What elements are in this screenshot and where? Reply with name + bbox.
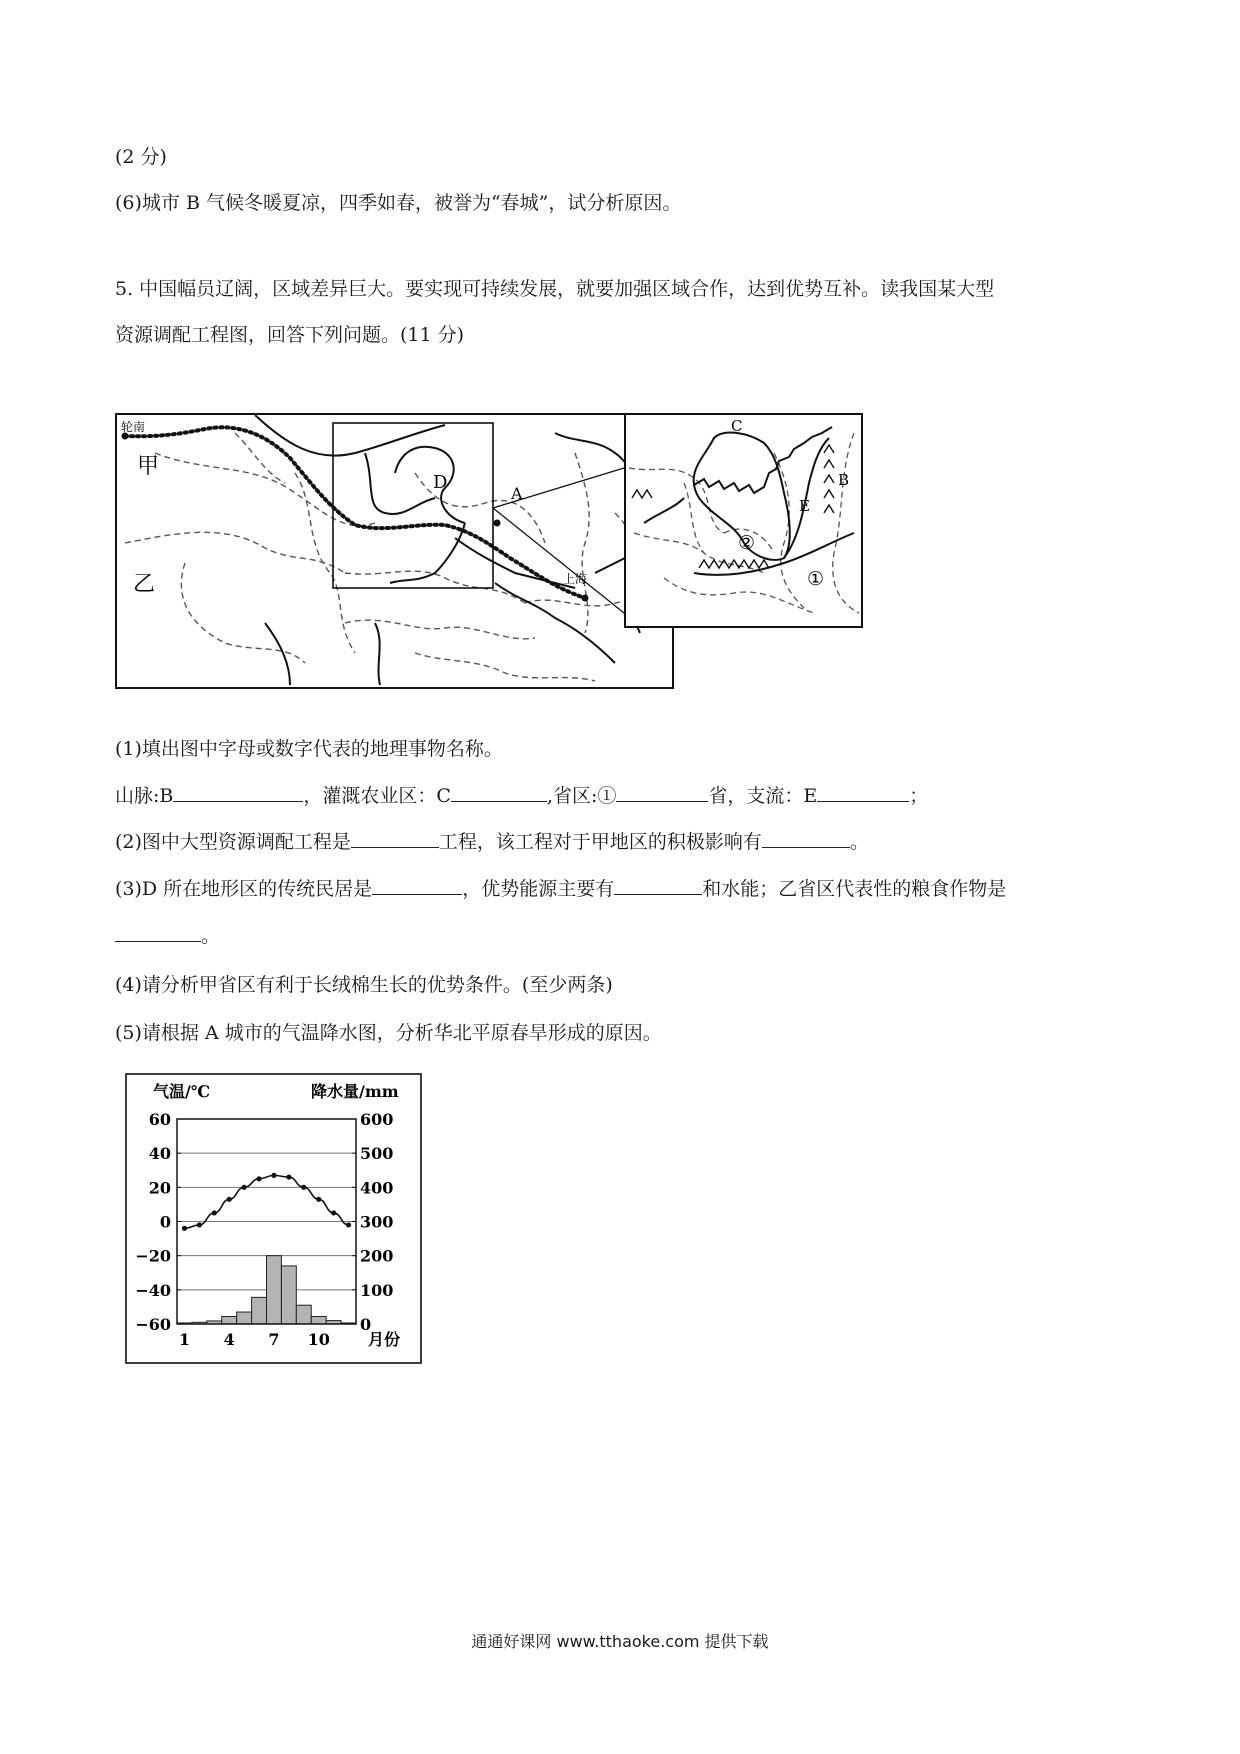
left-tick-label: 60 xyxy=(148,1110,171,1129)
label-lunnan: 轮南 xyxy=(121,420,146,434)
sub2-end: 。 xyxy=(849,831,869,853)
precipitation-bar xyxy=(281,1266,296,1324)
inset-label-B: B xyxy=(838,471,850,489)
sub3-part1: (3)D 所在地形区的传统民居是 xyxy=(115,878,373,900)
province-label: ,省区:① xyxy=(546,785,617,807)
question-5-sub1-fill xyxy=(115,781,928,808)
left-tick-label: −40 xyxy=(135,1280,171,1300)
inset-label-2: ② xyxy=(738,532,756,554)
temperature-point xyxy=(212,1210,217,1215)
temperature-point xyxy=(331,1210,336,1215)
temperature-point xyxy=(301,1185,306,1190)
sub2-part1: (2)图中大型资源调配工程是 xyxy=(115,831,351,853)
inset-label-1: ① xyxy=(807,568,825,590)
temperature-point xyxy=(227,1197,232,1202)
question-5-intro-line1: 5. 中国幅员辽阔，区域差异巨大。要实现可持续发展，就要加强区域合作，达到优势互补。读我国某大型 xyxy=(115,278,995,300)
city-A-marker xyxy=(494,520,501,527)
left-tick-label: −20 xyxy=(135,1246,171,1266)
inset-map-frame xyxy=(625,414,862,627)
inset-label-C: C xyxy=(731,417,743,435)
left-axis-label: 气温/℃ xyxy=(153,1082,211,1101)
right-tick-label: 0 xyxy=(360,1315,372,1334)
sub1-end: ； xyxy=(909,785,929,807)
question-5-sub4: (4)请分析甲省区有利于长绒棉生长的优势条件。(至少两条) xyxy=(115,974,613,996)
right-tick-label: 400 xyxy=(360,1178,394,1198)
temperature-point xyxy=(182,1226,187,1231)
inset-label-E: E xyxy=(799,497,810,515)
temperature-point xyxy=(346,1222,351,1227)
left-tick-label: 40 xyxy=(148,1144,171,1164)
temperature-point xyxy=(242,1185,247,1190)
precipitation-bar xyxy=(296,1305,311,1324)
temperature-point xyxy=(271,1173,276,1178)
label-A: A xyxy=(511,484,523,503)
temperature-point xyxy=(197,1222,202,1227)
x-axis-unit: 月份 xyxy=(368,1330,401,1349)
question-5-intro-line2: 资源调配工程图，回答下列问题。(11 分) xyxy=(115,324,465,346)
x-tick-label: 10 xyxy=(307,1330,330,1349)
resource-transfer-map xyxy=(115,413,975,695)
climate-chart-svg xyxy=(125,1073,423,1365)
inset-map xyxy=(625,414,862,627)
x-tick-label: 1 xyxy=(178,1330,191,1349)
previous-score: (2 分) xyxy=(115,146,167,168)
province-suffix: 省，支流：E xyxy=(708,785,818,807)
question-5-sub1: (1)填出图中字母或数字代表的地理事物名称。 xyxy=(115,738,503,760)
climate-chart xyxy=(125,1073,423,1369)
precipitation-bar xyxy=(222,1316,237,1324)
right-axis-label: 降水量/mm xyxy=(311,1082,399,1101)
precipitation-bar xyxy=(252,1297,267,1324)
right-tick-label: 600 xyxy=(360,1110,394,1129)
temperature-point xyxy=(256,1176,261,1181)
answer-blank-mountain-B[interactable] xyxy=(173,783,303,802)
answer-blank-impact[interactable] xyxy=(762,829,850,848)
question-5-sub3-continued xyxy=(115,921,220,948)
right-tick-label: 200 xyxy=(360,1246,394,1266)
right-tick-label: 500 xyxy=(360,1144,394,1164)
question-5-sub2 xyxy=(115,827,869,854)
label-D: D xyxy=(433,472,448,493)
temperature-point xyxy=(286,1174,291,1179)
sub3-end: 。 xyxy=(201,925,221,947)
main-map-frame xyxy=(116,414,673,688)
precipitation-bar xyxy=(311,1316,326,1324)
label-shanghai: 上海 xyxy=(563,572,588,586)
x-tick-label: 4 xyxy=(223,1330,235,1349)
right-tick-label: 100 xyxy=(360,1280,394,1300)
label-jia: 甲 xyxy=(137,454,160,479)
sub2-part2: 工程，该工程对于甲地区的积极影响有 xyxy=(438,831,762,853)
map-svg xyxy=(115,413,975,691)
answer-blank-irrigation-C[interactable] xyxy=(451,783,547,802)
footer-source: 通通好课网 www.tthaoke.com 提供下载 xyxy=(471,1632,769,1651)
left-tick-label: 0 xyxy=(159,1212,171,1232)
answer-blank-dwelling[interactable] xyxy=(372,876,462,895)
question-6: (6)城市 B 气候冬暖夏凉，四季如春，被誉为“春城”，试分析原因。 xyxy=(115,192,682,214)
answer-blank-province-1[interactable] xyxy=(616,783,708,802)
question-5-sub3 xyxy=(115,874,1006,901)
answer-blank-energy[interactable] xyxy=(614,876,702,895)
right-tick-label: 300 xyxy=(360,1212,394,1232)
x-tick-label: 7 xyxy=(268,1330,280,1349)
end-point xyxy=(582,595,589,602)
precipitation-bar xyxy=(237,1312,252,1324)
precipitation-bar xyxy=(267,1256,282,1324)
answer-blank-project[interactable] xyxy=(351,829,439,848)
left-tick-label: −60 xyxy=(135,1315,171,1334)
question-5-sub5: (5)请根据 A 城市的气温降水图，分析华北平原春旱形成的原因。 xyxy=(115,1022,662,1044)
temperature-point xyxy=(316,1197,321,1202)
irrigation-label: ，灌溉农业区：C xyxy=(303,785,451,807)
left-tick-label: 20 xyxy=(148,1178,171,1198)
answer-blank-crop[interactable] xyxy=(115,923,201,942)
sub3-part3: 和水能；乙省区代表性的粮食作物是 xyxy=(702,878,1007,900)
mountain-label: 山脉:B xyxy=(115,785,174,807)
answer-blank-tributary-E[interactable] xyxy=(817,783,909,802)
sub3-part2: ，优势能源主要有 xyxy=(462,878,615,900)
label-yi: 乙 xyxy=(133,572,156,597)
